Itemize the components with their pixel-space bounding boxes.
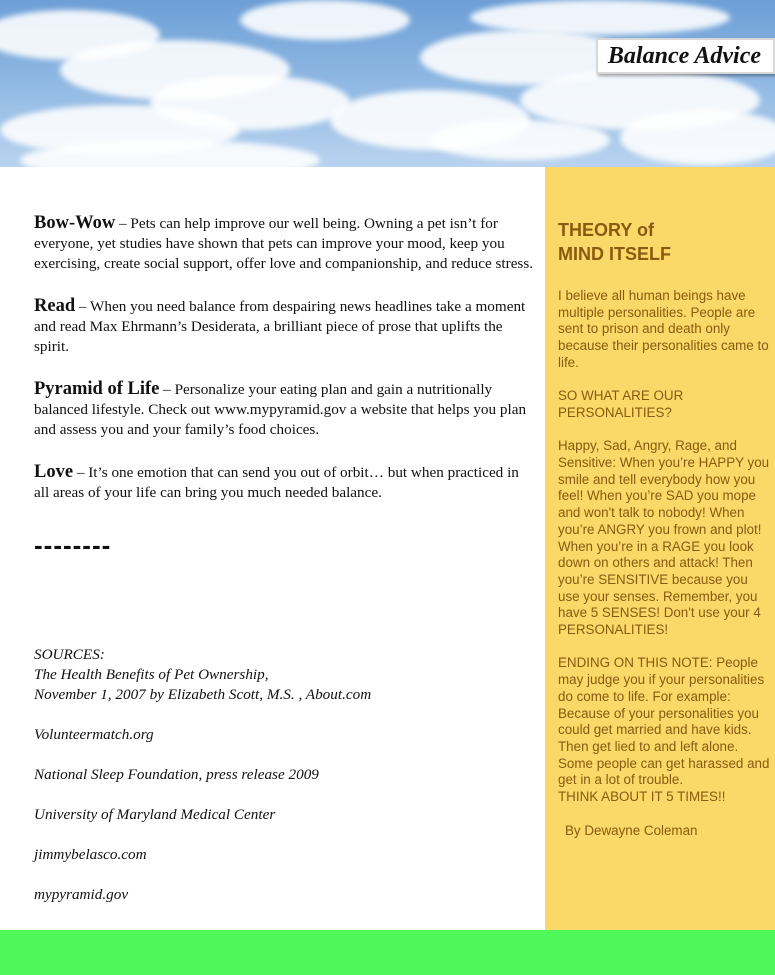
section-text: – Pets can help improve our well being. Owning a pet isn’t for everyone, yet studies have shown that pets can improve your mood, keep you exercising, create social support, offer love and companionship, and reduce stress. [34,215,534,272]
section-heading: Read [34,296,76,316]
sky-header-image [0,0,775,167]
sources-list [34,645,534,905]
source-item: National Sleep Foundation, press release 2009 [34,766,319,783]
sidebar-body [558,288,772,856]
source-item: University of Maryland Medical Center [34,806,276,823]
sidebar-panel [545,167,775,930]
sidebar-paragraph: Happy, Sad, Angry, Rage, and Sensitive: When you’re HAPPY you smile and tell everybody how you feel! When you’re SAD you mope and won't talk to nobody! When you’re ANGRY you frown and plot! When you’re in a RAGE you look down on others and attack! Then you’re SENSITIVE because you use your senses. Remember, you have 5 SENSES! Don't use your 4 PERSONALITIES! [558,438,770,638]
source-item: jimmybelasco.com [34,846,147,863]
section-text: – It’s one emotion that can send you out of orbit… but when practiced in all areas of your life can bring you much needed balance. [34,464,519,501]
section-pyramid-of-life [34,379,534,440]
source-item: mypyramid.gov [34,886,129,903]
section-heading: Bow-Wow [34,213,116,233]
sidebar-heading-line: THEORY of [558,220,655,240]
section-heading: Pyramid of Life [34,379,160,399]
sidebar-byline: By Dewayne Coleman [565,822,698,838]
sidebar-paragraph: SO WHAT ARE OUR PERSONALITIES? [558,388,684,420]
sidebar-paragraph: THINK ABOUT IT 5 TIMES!! [558,789,726,805]
section-text: – When you need balance from despairing news headlines take a moment and read Max Ehrmann’s Desiderata, a brilliant piece of prose that uplifts the spirit. [34,298,526,355]
section-text: – Personalize your eating plan and gain a nutritionally balanced lifestyle. Check out www.mypyramid.gov a website that helps you plan and assess you and your family’s food choices. [34,381,527,438]
sidebar-paragraph: I believe all human beings have multiple personalities. People are sent to prison and death only because their personalities came to life. [558,288,769,370]
sidebar-paragraph: ENDING ON THIS NOTE: People may judge you if your personalities do come to life. For example: Because of your personalities you could get married and have kids. Then get lied to and left alone. Some people can get harassed and get in a lot of trouble. [558,655,770,788]
source-item: Volunteermatch.org [34,726,154,743]
source-item: The Health Benefits of Pet Ownership, [34,666,269,683]
sources-label: SOURCES: [34,646,105,663]
sidebar-heading [558,218,768,266]
main-content [34,213,534,560]
section-read [34,296,534,357]
page-title: Balance Advice [596,38,775,74]
dash-divider: -------- [34,530,112,560]
source-item: November 1, 2007 by Elizabeth Scott, M.S. , About.com [34,686,372,703]
footer-bar [0,930,775,975]
section-love [34,462,534,503]
section-heading: Love [34,462,74,482]
sidebar-heading-line: MIND ITSELF [558,244,671,264]
section-bow-wow [34,213,534,274]
